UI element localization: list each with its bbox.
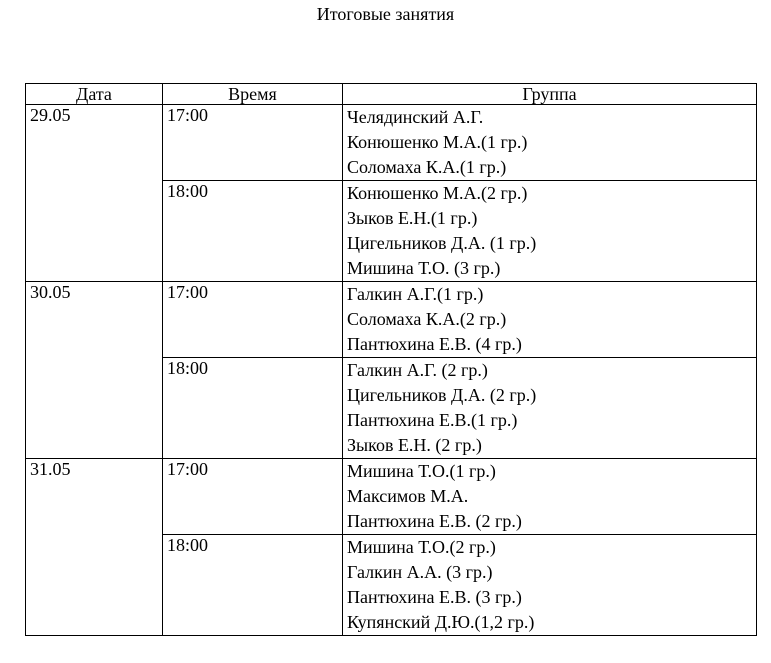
header-group: Группа (343, 84, 757, 105)
time-cell: 17:00 (163, 282, 343, 358)
table-row (26, 105, 757, 181)
group-entry: Пантюхина Е.В. (3 гр.) (347, 587, 522, 607)
group-entry: Челядинский А.Г. (347, 107, 484, 127)
group-cell (343, 358, 757, 459)
group-entry: Цигельников Д.А. (2 гр.) (347, 385, 537, 405)
group-entry: Цигельников Д.А. (1 гр.) (347, 233, 537, 253)
header-time: Время (163, 84, 343, 105)
group-entry: Конюшенко М.А.(2 гр.) (347, 183, 528, 203)
group-entry: Купянский Д.Ю.(1,2 гр.) (347, 612, 535, 632)
header-date: Дата (26, 84, 163, 105)
group-entry: Соломаха К.А.(1 гр.) (347, 157, 507, 177)
table-row (26, 282, 757, 358)
schedule-table (25, 83, 757, 636)
group-cell (343, 459, 757, 535)
time-cell: 18:00 (163, 181, 343, 282)
group-entry: Пантюхина Е.В.(1 гр.) (347, 410, 518, 430)
group-entry: Мишина Т.О. (3 гр.) (347, 258, 501, 278)
date-cell: 30.05 (26, 282, 163, 459)
group-entry: Конюшенко М.А.(1 гр.) (347, 132, 528, 152)
group-entry: Мишина Т.О.(1 гр.) (347, 461, 496, 481)
group-entry: Галкин А.Г. (2 гр.) (347, 360, 488, 380)
group-entry: Соломаха К.А.(2 гр.) (347, 309, 507, 329)
group-entry: Максимов М.А. (347, 486, 469, 506)
group-cell (343, 105, 757, 181)
time-cell: 18:00 (163, 358, 343, 459)
group-cell (343, 282, 757, 358)
group-entry: Пантюхина Е.В. (2 гр.) (347, 511, 522, 531)
group-entry: Зыков Е.Н. (2 гр.) (347, 435, 482, 455)
table-header-row (26, 84, 757, 105)
group-entry: Галкин А.А. (3 гр.) (347, 562, 493, 582)
date-cell: 29.05 (26, 105, 163, 282)
time-cell: 17:00 (163, 105, 343, 181)
time-cell: 17:00 (163, 459, 343, 535)
group-entry: Галкин А.Г.(1 гр.) (347, 284, 484, 304)
group-cell (343, 181, 757, 282)
group-entry: Зыков Е.Н.(1 гр.) (347, 208, 478, 228)
group-entry: Пантюхина Е.В. (4 гр.) (347, 334, 522, 354)
group-entry: Мишина Т.О.(2 гр.) (347, 537, 496, 557)
table-row (26, 459, 757, 535)
group-cell (343, 535, 757, 636)
time-cell: 18:00 (163, 535, 343, 636)
page-title: Итоговые занятия (316, 4, 455, 24)
date-cell: 31.05 (26, 459, 163, 636)
